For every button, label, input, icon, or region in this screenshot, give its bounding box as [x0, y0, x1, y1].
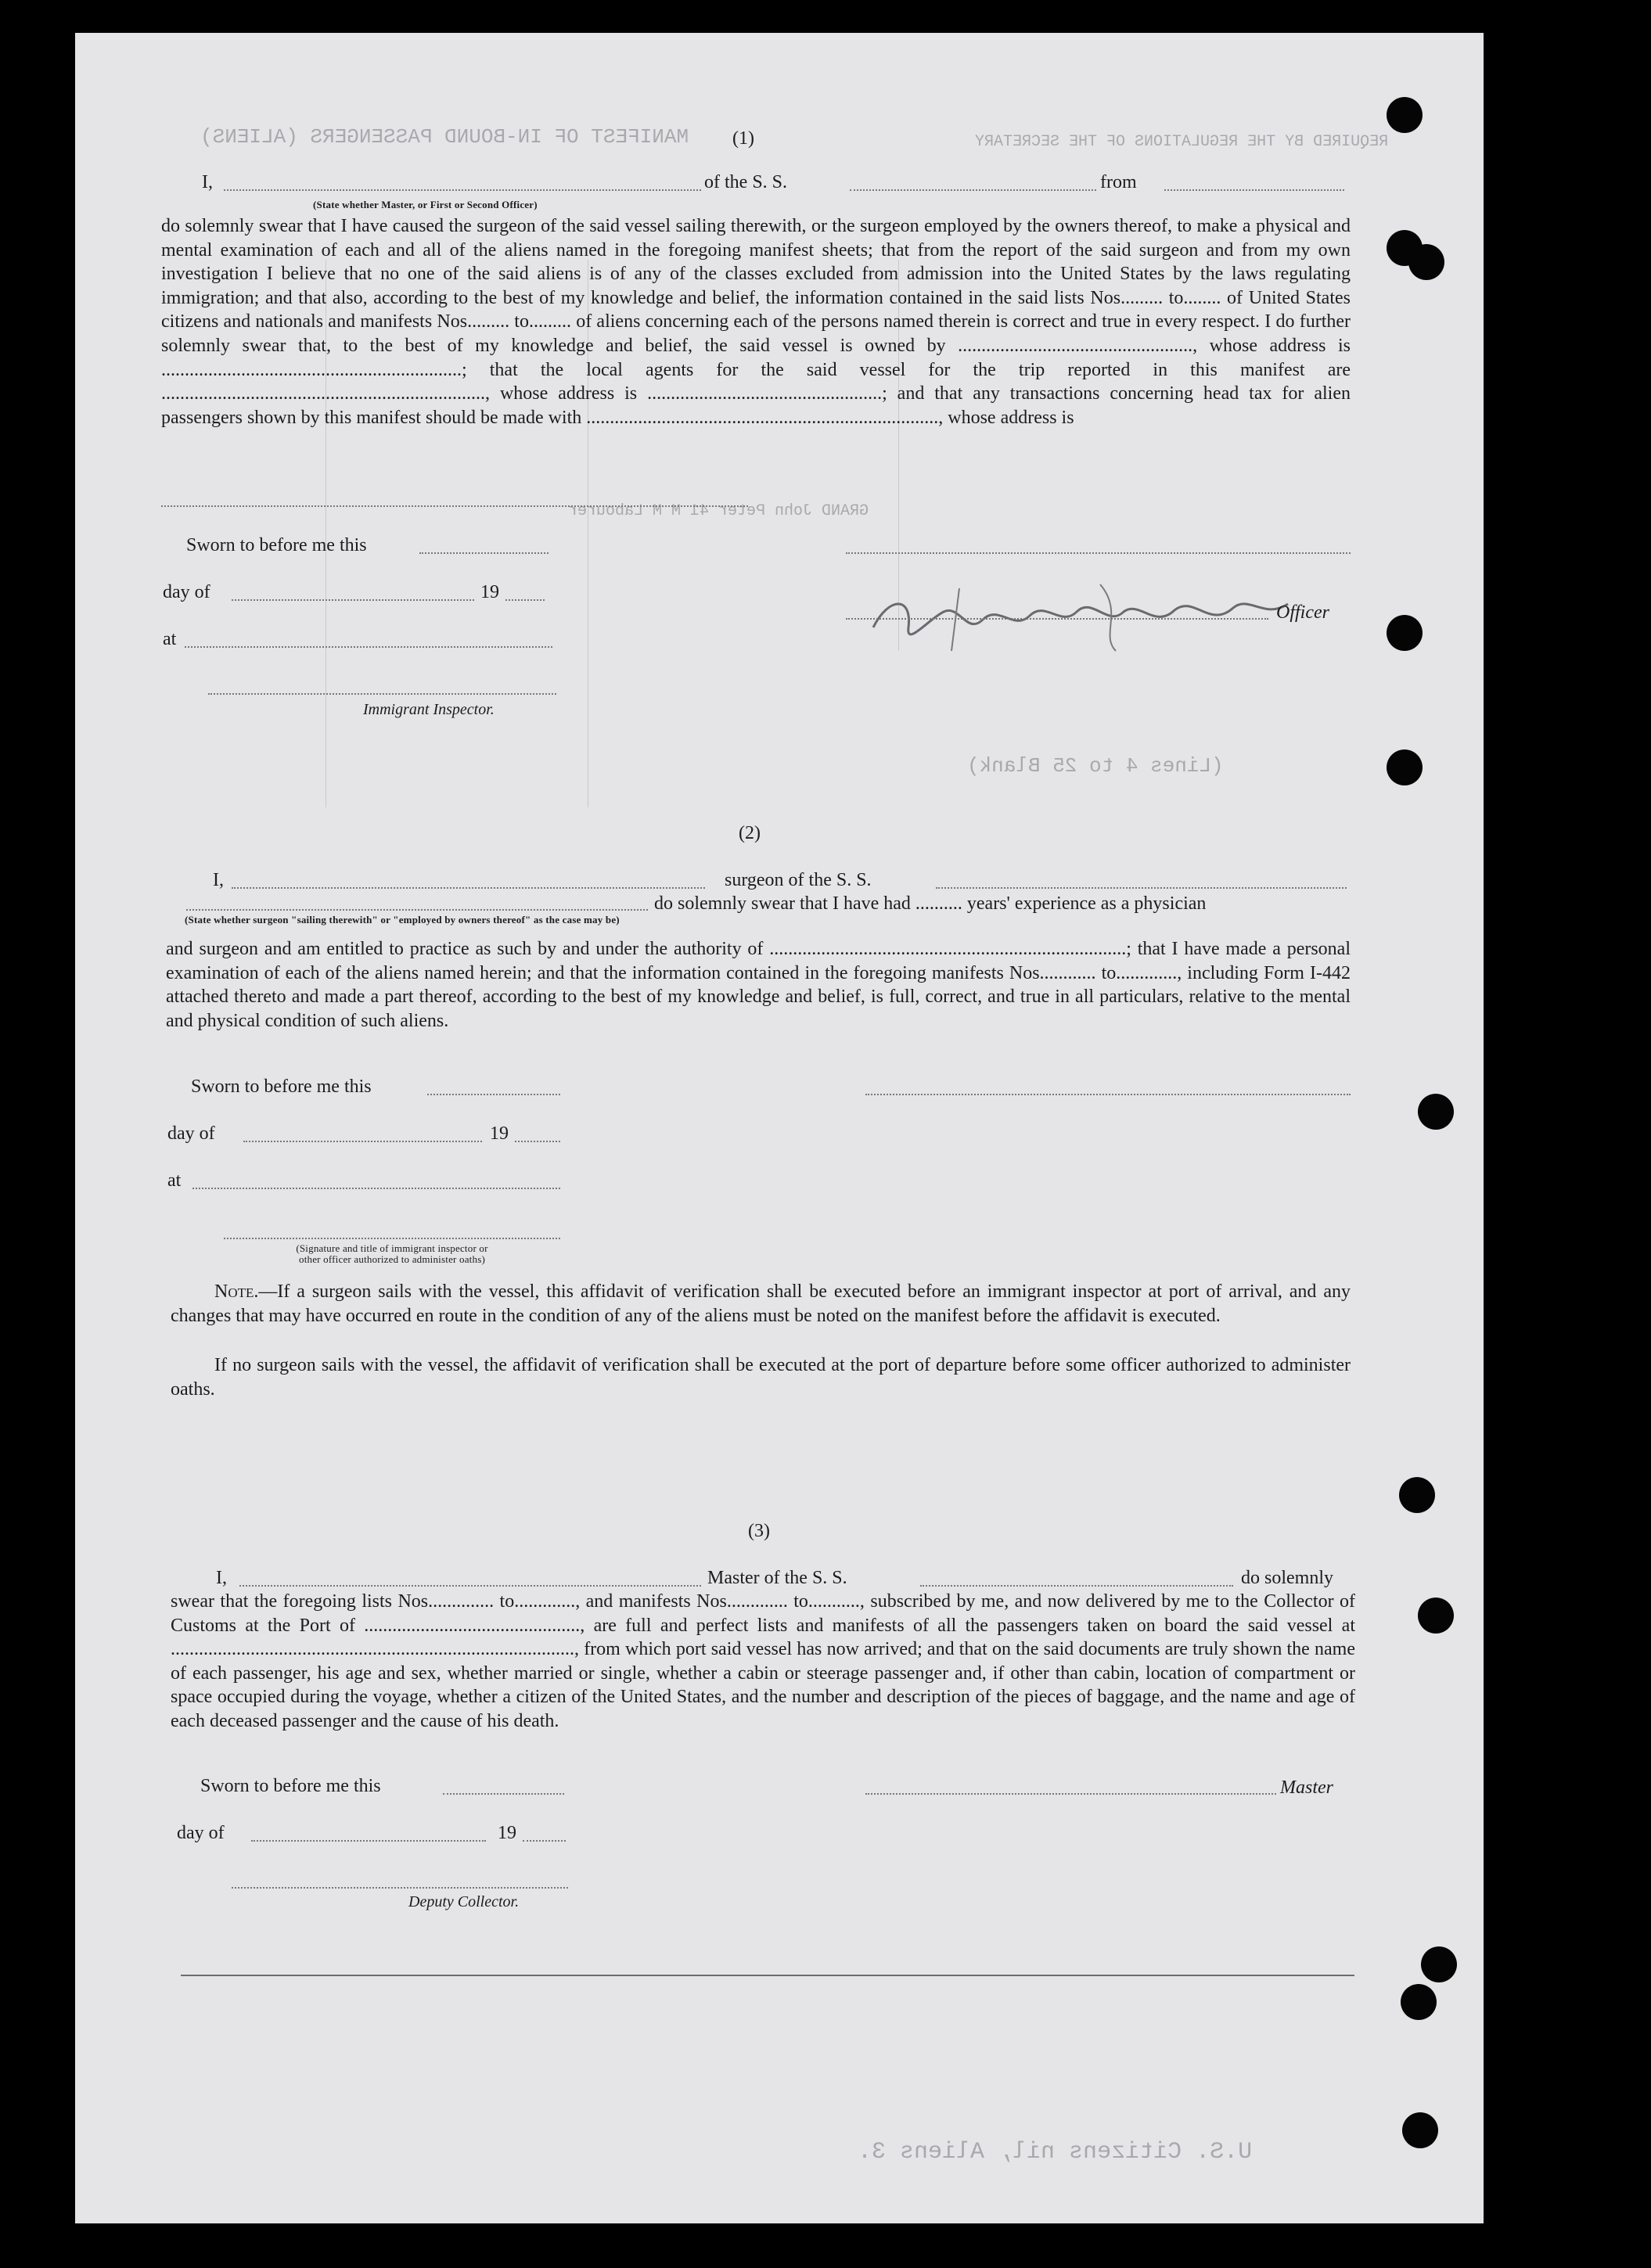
- section-2-sig-note-1: (Signature and title of immigrant inspector or: [296, 1242, 488, 1254]
- section-1-i: I,: [202, 172, 213, 192]
- section-2-day-of: day of: [167, 1123, 215, 1144]
- year-line: [505, 599, 545, 601]
- day-line: [243, 1141, 482, 1142]
- section-1-from-label: from: [1100, 172, 1137, 192]
- section-3-oath-text: swear that the foregoing lists Nos.............. to............., and manifests Nos............. to..........., subscribed by me, and now delivered by me to the Collector of Customs at the Port of .............................................., are full and perfect lists and manifests of all the passengers taken on board the said vessel at ......................................................................................, from which port said vessel has now arrived; and that on the said documents are truly shown the name of each passenger, his age and sex, whether married or single, whether a cabin or steerage passenger and, if other than cabin, location of compartment or space occupied during the voyage, whether a citizen of the United States, and the number and description of the pieces of baggage, and the name and age of each deceased passenger and the cause of his death.: [171, 1591, 1355, 1731]
- section-1-oath-text: do solemnly swear that I have caused the surgeon of the said vessel sailing therewith, or the surgeon employed by the owners thereof, to make a physical and mental examination of each and all of the aliens named in the foregoing manifest sheets; that from the report of the said surgeon and from my own investigation I believe that no one of the said aliens is of any of the classes excluded from admission into the United States by the laws regulating immigration; and that also, according to the best of my knowledge and belief, the information contained in the said lists Nos......... to........ of United States citizens and nationals and manifests Nos......... to......... of aliens concerning each of the persons named therein is correct and true in every respect. I do further solemnly swear that, to the best of my knowledge and belief, the said vessel is owned by .................................................., whose address is ................................................................; that the local agents for the said vessel for the trip reported in this manifest are ....................................................................., whose address is ..................................................; and that any transactions concerning head tax for alien passengers shown by this manifest should be made with ..........................................................................., whose address is: [161, 216, 1351, 428]
- punch-hole: [1418, 1094, 1454, 1130]
- section-2-experience: do solemnly swear that I have had .......... years' experience as a physician: [654, 893, 1207, 914]
- head-tax-address-line: [161, 505, 748, 507]
- section-1-year: 19: [480, 582, 499, 602]
- section-3-i: I,: [216, 1568, 227, 1588]
- punch-hole: [1387, 615, 1423, 651]
- punch-hole: [1418, 1598, 1454, 1634]
- section-2-note-2: If no surgeon sails with the vessel, the affidavit of verification shall be executed at the port of departure before some officer authorized to administer oaths.: [171, 1355, 1351, 1400]
- surgeon-signature-line: [865, 1094, 1351, 1095]
- master-name-line: [239, 1585, 701, 1587]
- section-3-deputy: Deputy Collector.: [408, 1893, 520, 1910]
- officer-title-line: [846, 618, 1268, 620]
- section-2-at: at: [167, 1170, 182, 1191]
- section-3-do-solemnly: do solemnly: [1241, 1568, 1333, 1588]
- at-line: [185, 646, 552, 648]
- master-signature-line: [865, 1793, 1276, 1795]
- surgeon-ship-line: [936, 887, 1347, 889]
- section-2-surgeon-note: (State whether surgeon "sailing therewith" or "employed by owners thereof" as the case may be): [185, 914, 620, 926]
- section-3-year: 19: [498, 1823, 516, 1843]
- section-1-day-of: day of: [163, 582, 210, 602]
- sworn-date-line: [427, 1094, 560, 1095]
- punch-hole: [1399, 1477, 1435, 1513]
- section-1-inspector: Immigrant Inspector.: [363, 701, 495, 718]
- section-2-oath-text: and surgeon and am entitled to practice as such by and under the authority of ............................................................................; that I have made a personal examination of each of the aliens named herein; and that the information contained in the foregoing manifests Nos............ to............., including Form I-442 attached thereto and made a part thereof, according to the best of my knowledge and belief, is full, correct, and true in all particulars, relative to the mental and physical condition of such aliens.: [166, 939, 1351, 1031]
- deputy-signature-line: [232, 1887, 568, 1889]
- year-line: [515, 1141, 560, 1142]
- note-text: —If a surgeon sails with the vessel, this affidavit of verification shall be executed before an immigrant inspector at port of arrival, and any changes that may have occurred en route in the condition of any of the aliens must be noted on the manifest before the affidavit is executed.: [171, 1281, 1351, 1326]
- surgeon-type-line: [186, 909, 648, 911]
- section-2-sig-note-2: other officer authorized to administer oaths): [299, 1253, 485, 1265]
- section-2-sworn: Sworn to before me this: [191, 1076, 372, 1097]
- inspector-signature-line: [224, 1238, 560, 1239]
- master-ship-line: [920, 1585, 1233, 1587]
- at-line: [192, 1188, 560, 1189]
- punch-hole: [1387, 749, 1423, 785]
- section-2-number: (2): [739, 823, 761, 843]
- section-3-number: (3): [748, 1521, 770, 1541]
- section-3-sworn: Sworn to before me this: [200, 1776, 381, 1796]
- note-label: Note.: [214, 1281, 259, 1302]
- surgeon-name-line: [232, 887, 705, 889]
- footer-rule: [181, 1975, 1354, 1976]
- section-2-note-1: [171, 1280, 1351, 1328]
- inspector-signature-line: [208, 693, 556, 695]
- sworn-date-line: [443, 1793, 564, 1795]
- section-3-master-title: Master: [1280, 1777, 1333, 1798]
- section-1-ship-label: of the S. S.: [704, 172, 788, 192]
- section-2-surgeon-label: surgeon of the S. S.: [725, 870, 872, 890]
- bleed-through-lines-note: (Lines 4 to 25 Blank): [967, 754, 1224, 778]
- bleed-through-row: GRAND John Peter 41 M M Labourer: [568, 502, 869, 520]
- section-1-at: at: [163, 629, 177, 649]
- punch-hole: [1401, 1984, 1437, 2020]
- section-3-master-label: Master of the S. S.: [707, 1568, 847, 1588]
- handwritten-signature: [865, 573, 1319, 659]
- section-3-day-of: day of: [177, 1823, 225, 1843]
- punch-hole: [1421, 1946, 1457, 1982]
- day-line: [251, 1840, 486, 1842]
- punch-hole: [1408, 244, 1444, 280]
- year-line: [523, 1840, 566, 1842]
- officer-signature-line: [846, 552, 1351, 554]
- section-2-i: I,: [213, 870, 224, 890]
- bleed-through-header: MANIFEST OF IN-BOUND PASSENGERS (ALIENS): [200, 125, 689, 149]
- officer-name-line: [224, 189, 701, 191]
- port-from-line: [1164, 189, 1344, 191]
- section-1-number: (1): [732, 128, 754, 149]
- section-1-sworn: Sworn to before me this: [186, 535, 367, 555]
- section-1-officer-label: Officer: [1276, 602, 1329, 623]
- bleed-through-header-right: REQUIRED BY THE REGULATIONS OF THE SECRETARY: [975, 133, 1389, 151]
- punch-hole: [1387, 97, 1423, 133]
- section-2-year: 19: [490, 1123, 509, 1144]
- ship-name-line: [850, 189, 1096, 191]
- section-1-officer-note: (State whether Master, or First or Second Officer): [313, 199, 538, 210]
- bleed-through-bottom-note: U.S. Citizens nil, Aliens 3.: [858, 2139, 1253, 2166]
- manifest-back-sheet: [75, 33, 1484, 2223]
- punch-hole: [1402, 2112, 1438, 2148]
- day-line: [232, 599, 474, 601]
- sworn-date-line: [419, 552, 549, 554]
